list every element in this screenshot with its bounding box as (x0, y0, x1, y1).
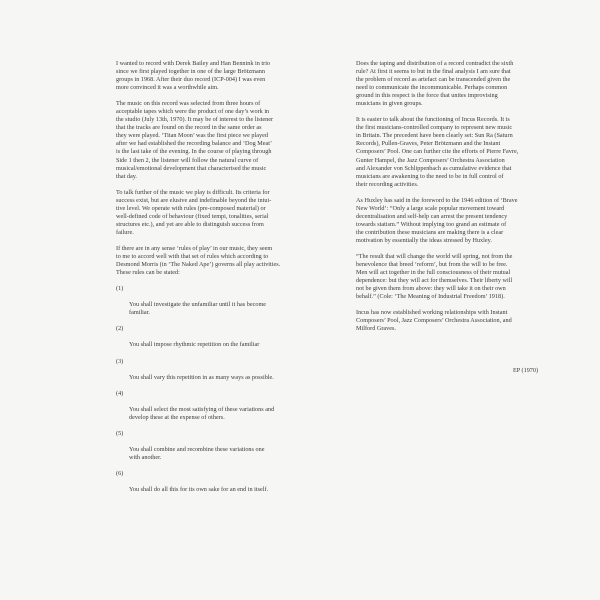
paragraph-sixth-rule: Does the taping and distribution of a record contradict the sixth rule? At first it seems to but in the final analysis I am sure that the problem of record as artefact can be transcended given the need to communicate the incommunicable. Perhaps common ground in this respect is the force that unites improvising musicians in given groups. (356, 60, 514, 108)
rule-number: (6) (116, 470, 124, 478)
paragraph-intro: I wanted to record with Derek Bailey and Han Bennink in trio since we first played together in one of the large Brötzmann groups in 1968. After their duo record (ICP-004) I was even more convinced it was a worthwhile aim. (116, 60, 271, 92)
paragraph-relationships: Incus has now established working relationships with Instant Composers’ Pool, Jazz Composers’ Orchestra Association, and Milford Graves. (356, 309, 512, 333)
rule-text: You shall impose rhythmic repetition on the familiar (129, 341, 260, 349)
left-column (116, 60, 316, 502)
rule-number: (5) (116, 429, 124, 437)
list-item (116, 358, 316, 390)
list-item (116, 390, 316, 430)
signature: EP (1970) (513, 367, 539, 374)
rule-text: You shall combine and recombine these variations one with another. (129, 446, 265, 462)
list-item (116, 325, 316, 357)
paragraph-huxley: As Huxley has said in the foreword to the 1946 edition of ‘Brave New World’: “Only a large scale popular movement toward decentralisation and self-help can arrest the present tendency towards statism.” Without implying too grand an estimate of the contribution these musicians are making there is a clear motivation by essentially the ideas stressed by Huxley. (356, 196, 518, 244)
paragraph-criteria: To talk further of the music we play is difficult. Its criteria for success exist, but are elusive and indefinable beyond the intui- tive level. We operate with rules (pre-composed material) or well-defined code of behaviour (fixed tempi, tonalities, serial structures etc.), and yet are able to distinguish success from failure. (116, 188, 272, 236)
rule-text: You shall vary this repetition in as many ways as possible. (129, 373, 274, 381)
rule-number: (1) (116, 285, 124, 293)
paragraph-incus-records: It is easier to talk about the functioning of Incus Records. It is the first musicians-controlled company to represent new music in Britain. The precedent have been clearly set: Sun Ra (Saturn Records), Pullen-Graves, Peter Brötzmann and the Instant Composers’ Pool. One can further cite the efforts of Pierre Favre, Gunter Hampel, the Jazz Composers’ Orchestra Association and Alexander von Schlippenbach as cumulative evidence that musicians are awakening to the need to be in full control of their recording activities. (356, 116, 519, 188)
rule-number: (2) (116, 325, 124, 333)
paragraph-recording-session: The music on this record was selected from three hours of acceptable tapes which were the product of one day’s work in the studio (July 13th, 1970). It may be of interest to the listener that the tracks are found on the record in the same order as they were played. ‘Titan Moon’ was the first piece we played after we had established the recording balance and ‘Dog Meat’ is the last take of the evening. In the course of playing through Side 1 then 2, the listener will follow the natural curve of musical/emotional development that characterised the music that day. (116, 100, 274, 180)
rule-number: (4) (116, 389, 124, 397)
right-column (356, 60, 556, 341)
paragraph-rules-of-play: If there are in any sense ‘rules of play’ in our music, they seem to me to accord well with that set of rules which according to Desmond Morris (in ‘The Naked Ape’) governs all play activities. These rules can be stated: (116, 244, 281, 277)
rule-text: You shall select the most satisfying of these variations and develop these at the expense of others. (129, 405, 275, 421)
rules-list (116, 285, 316, 502)
list-item (116, 470, 316, 502)
rule-text: You shall investigate the unfamiliar until it has become familiar. (129, 301, 267, 317)
paragraph-cole-quote: “The result that will change the world will spring, not from the benevolence that breed ‘reform’, but from the will to be free. Men will act together in the full consciousness of their mutual dependence: but they will act for themselves. Their liberty will not be given them from above: they will take it on their own behalf.” (Cole: ‘The Meaning of Industrial Freedom’ 1918). (356, 252, 513, 301)
rule-text: You shall do all this for its own sake for an end in itself. (129, 486, 269, 494)
list-item (116, 285, 316, 325)
rule-number: (3) (116, 357, 124, 365)
list-item (116, 430, 316, 470)
